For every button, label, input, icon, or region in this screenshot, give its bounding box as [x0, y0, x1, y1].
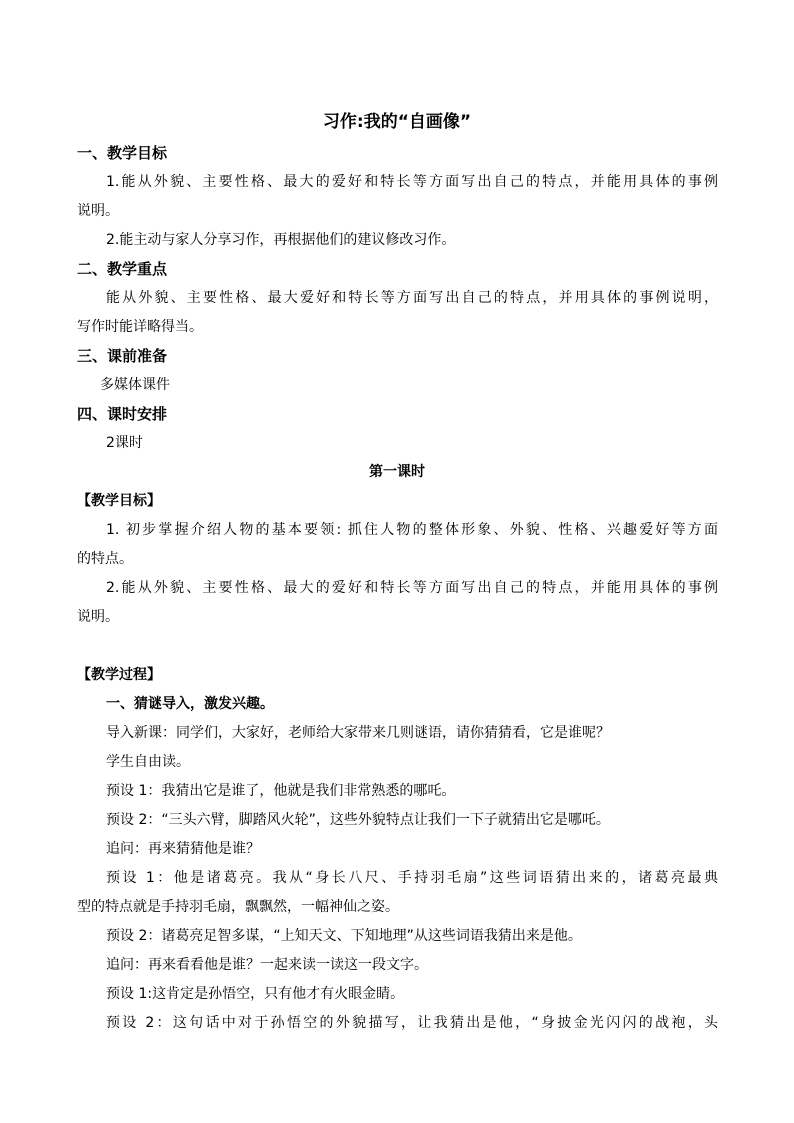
paragraph: 多媒体课件 [100, 377, 170, 393]
lesson-heading: 第一课时 [369, 464, 425, 480]
section-heading-goals: 一、教学目标 [77, 144, 168, 162]
paragraph: 追问：再来看看他是谁？一起来读一读这一段文字。 [106, 957, 428, 973]
section-heading-process: 【教学过程】 [77, 667, 161, 683]
paragraph: 能从外貌、主要性格、最大爱好和特长等方面写出自己的特点，并用具体的事例说明， [106, 290, 718, 306]
paragraph: 2课时 [106, 435, 143, 451]
paragraph: 1.能从外貌、主要性格、最大的爱好和特长等方面写出自己的特点，并能用具体的事例 [106, 174, 718, 190]
paragraph: 追问：再来猜猜他是谁？ [106, 841, 260, 857]
paragraph: 2.能主动与家人分享习作，再根据他们的建议修改习作。 [106, 232, 456, 248]
paragraph: 预设 1:这肯定是孙悟空，只有他才有火眼金睛。 [106, 986, 405, 1002]
document-title: 习作:我的“自画像” [322, 112, 472, 132]
paragraph: 的特点。 [77, 551, 133, 567]
paragraph: 预设 2：这句话中对于孙悟空的外貌描写，让我猜出是他，“身披金光闪闪的战袍，头 [106, 1015, 718, 1031]
section-heading-focus: 二、教学重点 [77, 260, 168, 278]
step-heading: 一、猜谜导入，激发兴趣。 [106, 696, 274, 712]
section-heading-schedule: 四、课时安排 [77, 405, 168, 423]
paragraph: 型的特点就是手持羽毛扇，飘飘然，一幅神仙之姿。 [77, 899, 399, 915]
paragraph: 预设 1：我猜出它是谁了，他就是我们非常熟悉的哪吒。 [106, 783, 456, 799]
section-heading-preparation: 三、课前准备 [77, 347, 168, 365]
paragraph: 预设 1：他是诸葛亮。我从“身长八尺、手持羽毛扇”这些词语猜出来的，诸葛亮最典 [106, 870, 718, 886]
paragraph: 说明。 [77, 609, 119, 625]
paragraph: 学生自由读。 [106, 754, 190, 770]
paragraph: 写作时能详略得当。 [77, 319, 203, 335]
paragraph: 说明。 [77, 203, 119, 219]
paragraph: 2.能从外貌、主要性格、最大的爱好和特长等方面写出自己的特点，并能用具体的事例 [106, 580, 718, 596]
paragraph: 预设 2：“三头六臂，脚踏风火轮”，这些外貌特点让我们一下子就猜出它是哪吒。 [106, 812, 610, 828]
paragraph: 预设 2：诸葛亮足智多谋，“上知天文、下知地理”从这些词语我猜出来是他。 [106, 928, 582, 944]
section-heading-lesson-goals: 【教学目标】 [77, 493, 161, 509]
paragraph: 导入新课：同学们，大家好，老师给大家带来几则谜语，请你猜猜看，它是谁呢？ [106, 725, 610, 741]
paragraph: 1. 初步掌握介绍人物的基本要领: 抓住人物的整体形象、外貌、性格、兴趣爱好等方面 [106, 522, 718, 538]
